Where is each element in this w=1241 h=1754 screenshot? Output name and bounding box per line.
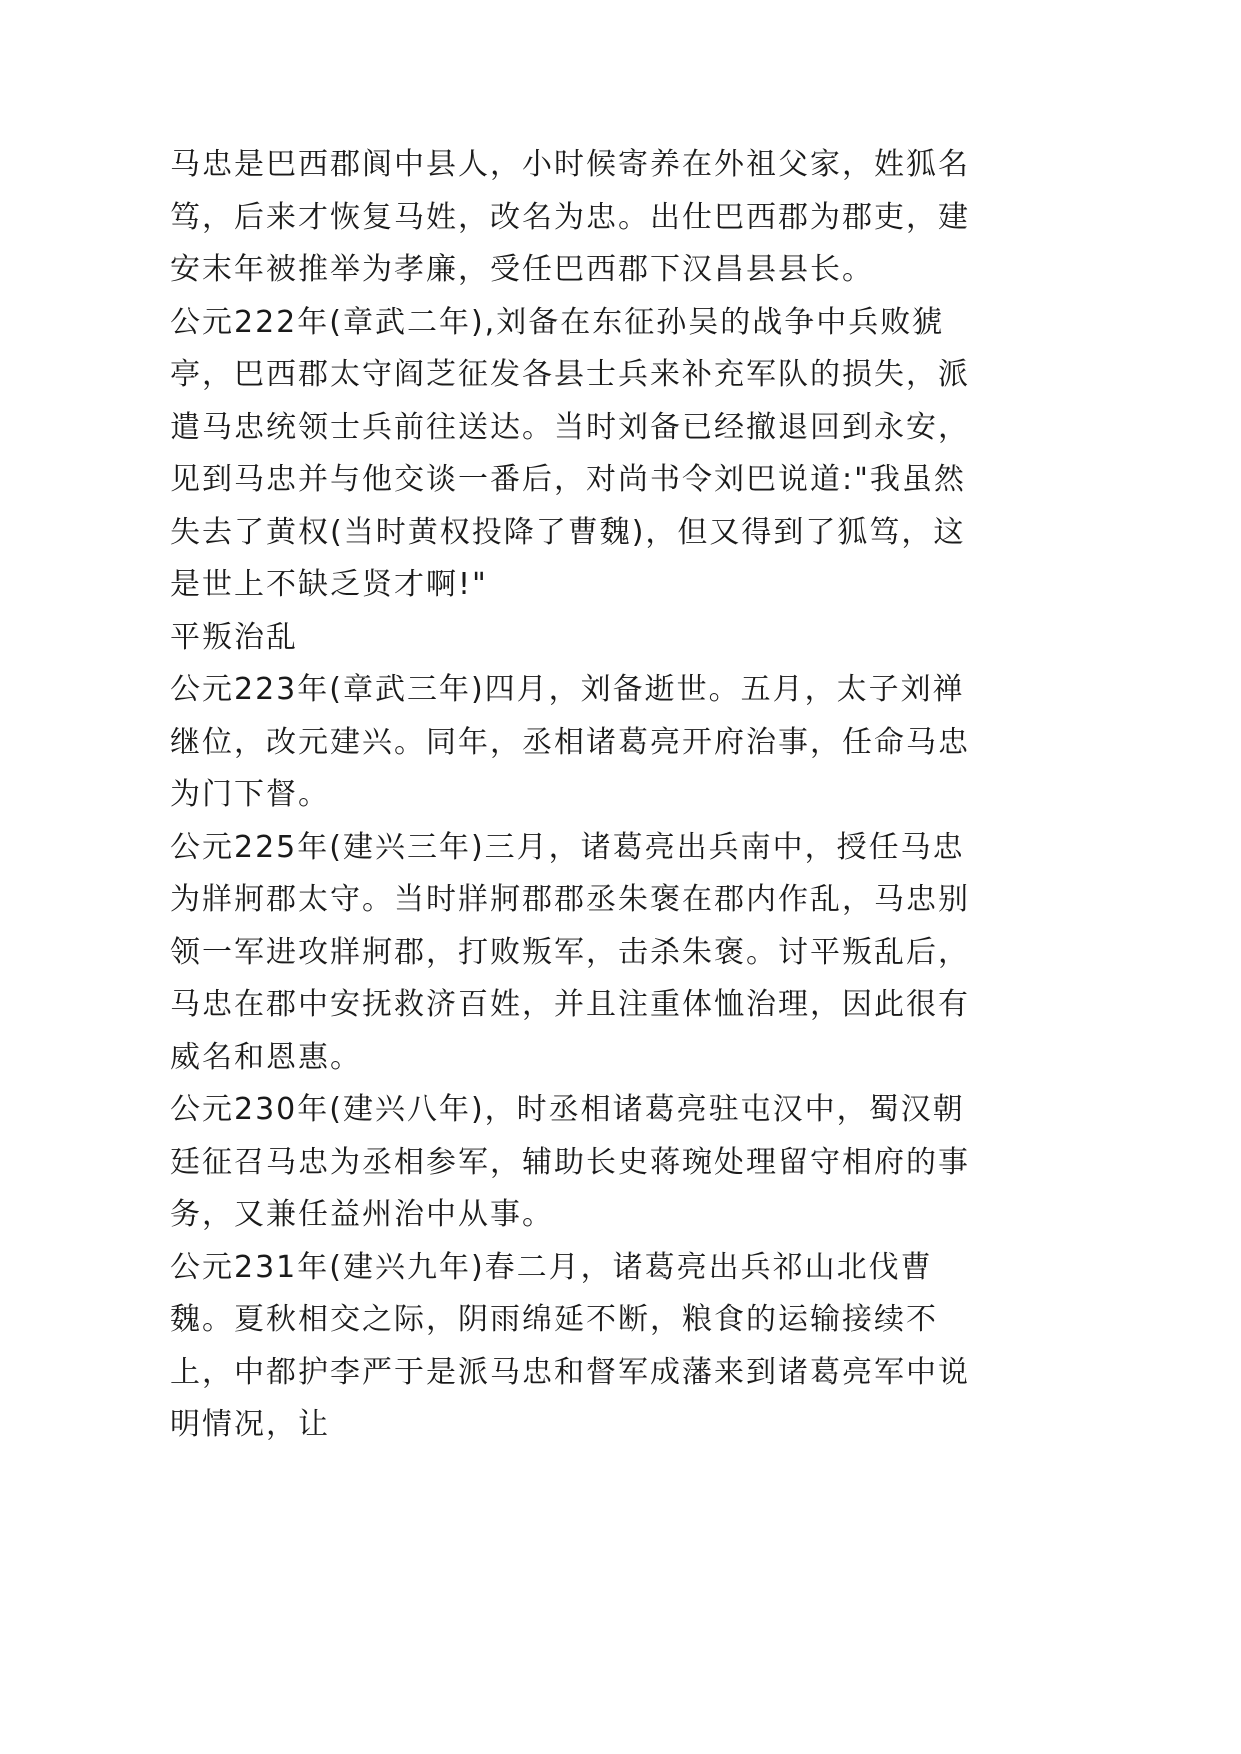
paragraph-year-225: 公元225年(建兴三年)三月，诸葛亮出兵南中，授任马忠为牂牁郡太守。当时牂牁郡郡丞朱褒在郡内作乱，马忠别领一军进攻牂牁郡，打败叛军，击杀朱褒。讨平叛乱后，马忠在郡中安抚救济百姓，并且注重体恤治理，因此很有威名和恩惠。	[170, 829, 970, 1075]
paragraph-year-223: 公元223年(章武三年)四月，刘备逝世。五月，太子刘禅继位，改元建兴。同年，丞相诸葛亮开府治事，任命马忠为门下督。	[170, 672, 970, 812]
section-heading-pingpan-zhiluan: 平叛治乱	[170, 619, 298, 655]
paragraph-year-222: 公元222年(章武二年),刘备在东征孙吴的战争中兵败猇亭，巴西郡太守阎芝征发各县士兵来补充军队的损失，派遣马忠统领士兵前往送达。当时刘备已经撤退回到永安，见到马忠并与他交谈一番后，对尚书令刘巴说道:"我虽然失去了黄权(当时黄权投降了曹魏)，但又得到了狐笃，这是世上不缺乏贤才啊!"	[170, 304, 970, 602]
paragraph-year-231: 公元231年(建兴九年)春二月，诸葛亮出兵祁山北伐曹魏。夏秋相交之际，阴雨绵延不断，粮食的运输接续不上，中都护李严于是派马忠和督军成藩来到诸葛亮军中说明情况，让	[170, 1249, 970, 1442]
paragraph-ma-zhong-origin: 马忠是巴西郡阆中县人，小时候寄养在外祖父家，姓狐名笃，后来才恢复马姓，改名为忠。出仕巴西郡为郡吏，建安末年被推举为孝廉，受任巴西郡下汉昌县县长。	[170, 147, 970, 287]
paragraph-year-230: 公元230年(建兴八年)，时丞相诸葛亮驻屯汉中，蜀汉朝廷征召马忠为丞相参军，辅助长史蒋琬处理留守相府的事务，又兼任益州治中从事。	[170, 1092, 970, 1232]
document-body	[170, 139, 970, 1452]
